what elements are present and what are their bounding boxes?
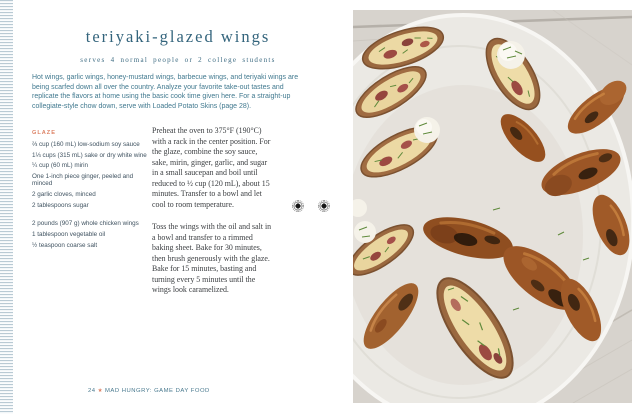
ingredient-item: 1⅓ cups (315 mL) sake or dry white wine xyxy=(32,151,147,159)
recipe-title: teriyaki-glazed wings xyxy=(85,27,271,46)
ingredient-item: ⅔ cup (160 mL) low-sodium soy sauce xyxy=(32,141,140,148)
crosshair-marker-icon xyxy=(292,200,304,212)
instruction-step: Toss the wings with the oil and salt in a bowl and transfer to a rimmed baking sheet. Bake for 30 minutes, then brush generously with the glaze. Bake for 15 minutes, basting and turning every 5 minutes until the wings look caramelized. xyxy=(152,222,272,294)
ingredient-item: ¼ cup (60 mL) mirin xyxy=(32,162,88,170)
intro-paragraph: Hot wings, garlic wings, honey-mustard wings, barbecue wings, and teriyaki wings are being scarfed down all over the country. Analyze your favorite take-out tastes and replicate the flavors at home using the basic cook time given here. For a straight-up collegiate-style chow down, serve with Loaded Potato Skins (page 28). xyxy=(32,74,299,110)
instruction-step: Preheat the oven to 375°F (190°C) with a rack in the center position. For the glaze, combine the soy sauce, sake, mirin, ginger, garlic, and sugar in a small saucepan and boil until reduced to ½ cup (120 mL), about 15 minutes. Transfer to a bowl and let cool to room temperature. xyxy=(152,126,271,209)
ingredient-item: One 1-inch piece ginger, peeled and minced xyxy=(32,173,134,188)
photo-page xyxy=(353,10,632,403)
ingredient-item: ½ teaspoon coarse salt xyxy=(32,241,98,249)
glaze-section-label: GLAZE xyxy=(32,130,56,136)
ingredient-item: 2 tablespoons sugar xyxy=(32,201,89,209)
ingredient-item: 2 garlic cloves, minced xyxy=(32,191,96,199)
crosshair-marker-icon xyxy=(318,200,330,212)
star-separator-icon: ★ xyxy=(97,388,103,394)
sour-cream-highlight xyxy=(499,43,517,61)
ingredient-group-gap xyxy=(32,212,153,220)
ingredient-item: 1 tablespoon vegetable oil xyxy=(32,231,106,239)
ingredient-item: 2 pounds (907 g) whole chicken wings xyxy=(32,220,139,228)
book-page-edges xyxy=(0,0,14,414)
running-title: MAD HUNGRY: GAME DAY FOOD xyxy=(105,388,210,394)
sour-cream-dollop xyxy=(354,221,376,243)
page-number: 24 xyxy=(88,388,96,394)
serving-note: serves 4 normal people or 2 college students xyxy=(80,56,276,64)
ingredients-column xyxy=(32,130,153,252)
wings-and-potato-skins-photo xyxy=(353,10,632,403)
instructions-column xyxy=(152,126,274,308)
page-footer xyxy=(88,388,210,394)
